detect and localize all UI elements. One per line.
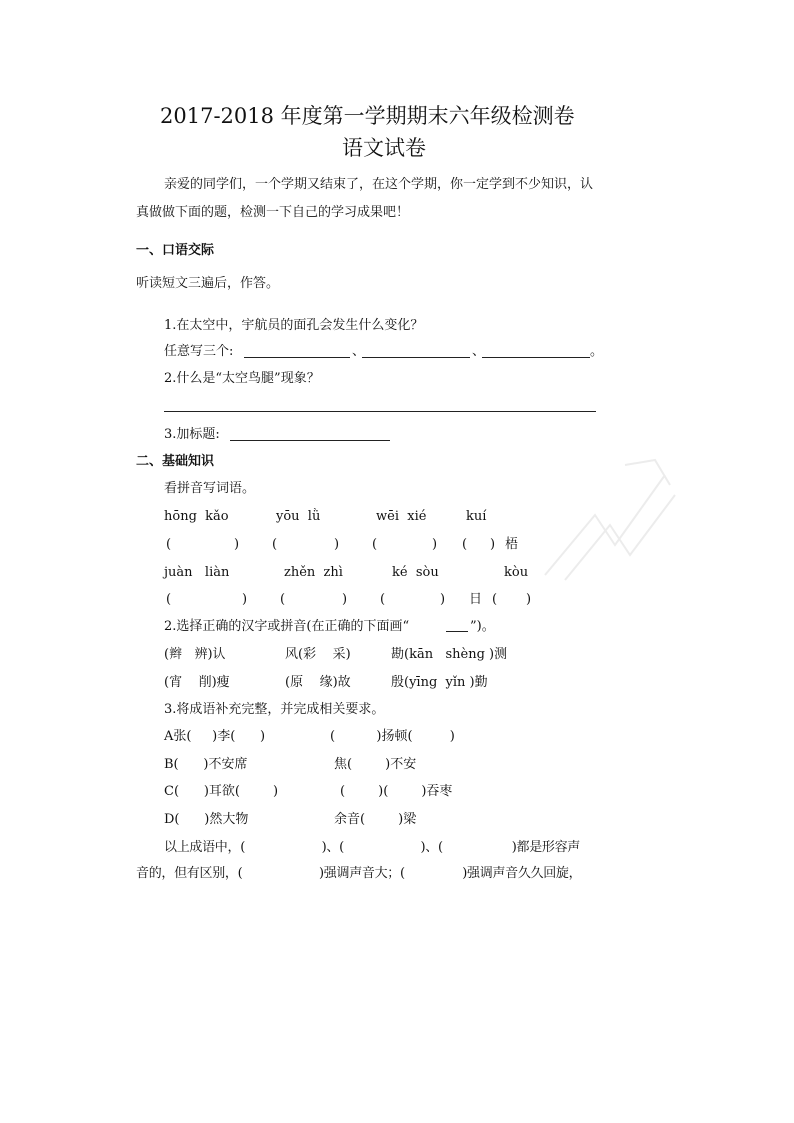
paren-close: ): [242, 592, 248, 607]
summary-line-1: 以上成语中，( )、( )、( )都是形容声: [164, 840, 581, 855]
question-1-prefix: 任意写三个:: [164, 344, 234, 359]
paren-open: (: [462, 537, 468, 552]
paren-open: (: [372, 537, 378, 552]
idiom-item: A张( )李( ): [164, 729, 266, 744]
question-1-sep-2: 、: [472, 344, 486, 359]
page-title: 2017-2018 年度第一学期期末六年级检测卷: [160, 104, 575, 128]
paren-close: ): [440, 592, 446, 607]
char-before-blank: 日: [469, 592, 483, 607]
paren-close: ): [432, 537, 438, 552]
question-2: 2.什么是“太空鸟腿”现象？: [164, 371, 320, 386]
underline-sample: [446, 631, 468, 632]
question-1: 1.在太空中，宇航员的面孔会发生什么变化？: [164, 318, 424, 333]
pinyin-7: ké sòu: [392, 565, 439, 580]
page-subtitle: 语文试卷: [342, 136, 426, 160]
pinyin-2: yōu lǜ: [276, 509, 321, 524]
paren-close: ): [526, 592, 532, 607]
section-1-instruction: 听读短文三遍后，作答。: [136, 276, 280, 291]
answer-blank-2[interactable]: [164, 411, 596, 412]
pinyin-5: juàn liàn: [164, 565, 230, 580]
question-2-select-title: 2.选择正确的汉字或拼音(在正确的下面画“: [164, 619, 410, 634]
idiom-item: D( )然大物: [164, 812, 249, 827]
char-after-blank: 梧: [505, 537, 519, 552]
paren-close: ): [234, 537, 240, 552]
paren-open: (: [166, 592, 172, 607]
answer-blank-1b[interactable]: [362, 357, 470, 358]
question-2-select-title-end: ”)。: [470, 619, 495, 634]
question-3-idiom-title: 3.将成语补充完整，并完成相关要求。: [164, 702, 385, 717]
choice-item[interactable]: 勘(kān shèng )测: [391, 647, 508, 662]
watermark-graphic: [535, 455, 685, 585]
pinyin-6: zhěn zhì: [284, 565, 343, 580]
idiom-item: 焦( )不安: [334, 757, 417, 772]
idiom-item: 余音( )梁: [334, 812, 417, 827]
paren-open: (: [492, 592, 498, 607]
question-3: 3.加标题:: [164, 427, 220, 442]
pinyin-1: hōng kǎo: [164, 509, 229, 524]
question-1-end: 。: [590, 344, 604, 359]
idiom-item: ( )扬顿( ): [330, 729, 455, 744]
paren-open: (: [272, 537, 278, 552]
question-1-sep-1: 、: [352, 344, 366, 359]
choice-item[interactable]: (辫 辨)认: [164, 647, 226, 662]
section-1-heading: 一、口语交际: [136, 243, 215, 258]
intro-line-1: 亲爱的同学们，一个学期又结束了，在这个学期，你一定学到不少知识，认: [164, 177, 594, 192]
choice-item[interactable]: 殷(yīng yǐn )勤: [391, 675, 488, 690]
pinyin-3: wēi xié: [376, 509, 427, 524]
answer-blank-1c[interactable]: [482, 357, 590, 358]
paren-open: (: [280, 592, 286, 607]
paren-open: (: [380, 592, 386, 607]
idiom-item: ( )( )吞枣: [340, 784, 453, 799]
intro-line-2: 真做做下面的题，检测一下自己的学习成果吧！: [136, 205, 410, 220]
paren-close: ): [342, 592, 348, 607]
choice-item[interactable]: 风(彩 采): [285, 647, 351, 662]
idiom-item: C( )耳欲( ): [164, 784, 279, 799]
pinyin-task: 看拼音写词语。: [164, 481, 256, 496]
choice-item[interactable]: (原 缘)故: [285, 675, 351, 690]
summary-line-2: 音的，但有区别，( )强调声音大；( )强调声音久久回旋，: [136, 866, 582, 881]
paren-open: (: [166, 537, 172, 552]
pinyin-4: kuí: [466, 509, 487, 524]
idiom-item: B( )不安席: [164, 757, 248, 772]
paren-close: ): [334, 537, 340, 552]
answer-blank-3[interactable]: [230, 440, 390, 441]
choice-item[interactable]: (宵 削)瘦: [164, 675, 230, 690]
answer-blank-1a[interactable]: [244, 357, 350, 358]
pinyin-8: kòu: [504, 565, 529, 580]
paren-close: ): [490, 537, 496, 552]
section-2-heading: 二、基础知识: [136, 454, 215, 469]
